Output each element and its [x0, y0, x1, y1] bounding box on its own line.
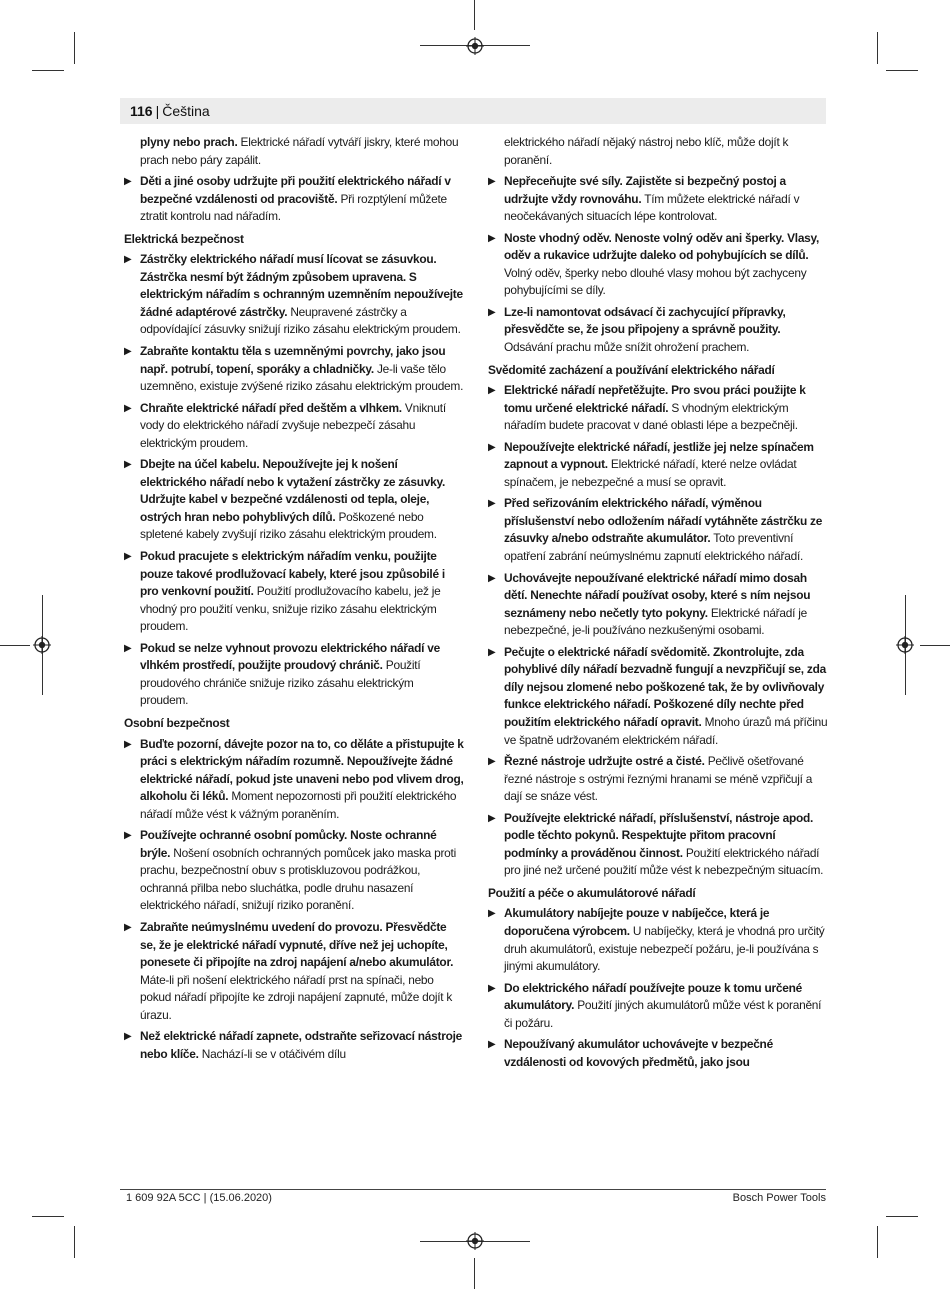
bullet-triangle-icon: ▶ [488, 812, 496, 824]
safety-instruction [488, 980, 828, 1033]
page-language: Čeština [162, 103, 210, 119]
bullet-triangle-icon: ▶ [124, 642, 132, 654]
section-heading: Osobní bezpečnost [124, 715, 230, 730]
bullet-triangle-icon: ▶ [488, 1039, 496, 1051]
crop-mark [474, 0, 475, 30]
bullet-triangle-icon: ▶ [124, 254, 132, 266]
bullet-triangle-icon: ▶ [124, 346, 132, 358]
registration-mark-icon [466, 1232, 484, 1250]
instruction-text: Vniknutí vody do elektrického nářadí zvyšuje nebezpečí zásahu elektrickým proudem. [140, 400, 446, 450]
instruction-emphasis: Lze-li namontovat odsávací či zachycující přípravky, přesvědčte se, že jsou připojeny a správně použity. [504, 304, 786, 337]
bullet-triangle-icon: ▶ [488, 646, 496, 658]
instruction-emphasis: Používejte ochranné osobní pomůcky. Noste ochranné brýle. [140, 828, 437, 860]
instruction-emphasis: Pokud se nelze vyhnout provozu elektrického nářadí ve vlhkém prostředí, použijte proudový chránič. [140, 640, 440, 673]
safety-instruction [124, 1028, 464, 1063]
left-column [124, 134, 464, 1067]
instruction-emphasis: Dbejte na účel kabelu. Nepoužívejte jej k nošení elektrického nářadí nebo k vytažení zástrčky ze zásuvky. Udržujte kabel v bezpečné vzdálenosti od tepla, oleje, ostrých hran nebo pohyblivých dílů. [140, 457, 445, 524]
continued-text [488, 134, 828, 169]
safety-instruction [124, 548, 464, 636]
instruction-text: elektrického nářadí nějaký nástroj nebo klíč, může dojít k poranění. [504, 135, 789, 167]
safety-instruction [488, 382, 828, 435]
instruction-text: Použití elektrického nářadí pro jiné než určené použití může vést k nebezpečným situacím. [504, 845, 824, 878]
instruction-text: Máte-li při nošení elektrického nářadí prst na spínači, nebo pokud nářadí připojíte ke zdroji napájení zapnuté, může dojít k úrazu. [140, 972, 453, 1022]
instruction-text: Elektrické nářadí je nebezpečné, je-li používáno nezkušenými osobami. [504, 605, 807, 638]
section-heading: Elektrická bezpečnost [124, 231, 244, 246]
instruction-emphasis: Řezné nástroje udržujte ostré a čisté. [504, 754, 705, 769]
crop-mark [920, 645, 950, 646]
crop-mark [877, 32, 878, 64]
instruction-emphasis: Zabraňte kontaktu těla s uzemněnými povrchy, jako jsou např. potrubí, topení, sporáky a chladničky. [140, 344, 446, 376]
instruction-text: Nachází-li se v otáčivém dílu [198, 1046, 346, 1061]
crop-mark [474, 1258, 475, 1289]
bullet-triangle-icon: ▶ [488, 385, 496, 397]
instruction-emphasis: Buďte pozorní, dávejte pozor na to, co děláte a přistupujte k práci s elektrickým nářadím rozumně. Nepoužívejte žádné elektrické nářadí, pokud jste unaveni nebo pod vlivem drog, alkoholu či léků. [140, 736, 464, 804]
instruction-emphasis: Děti a jiné osoby udržujte při použití elektrického nářadí v bezpečné vzdálenosti od pracoviště. [140, 174, 451, 206]
instruction-emphasis: Uchovávejte nepoužívané elektrické nářadí mimo dosah dětí. Nenechte nářadí používat osoby, které s ním nejsou seznámeny nebo nečetly tyto pokyny. [504, 570, 811, 620]
crop-mark [877, 1226, 878, 1258]
safety-instruction [488, 230, 828, 300]
instruction-emphasis: Nepřeceňujte své síly. Zajistěte si bezpečný postoj a udržujte vždy rovnováhu. [504, 174, 786, 206]
crop-mark [886, 70, 918, 71]
crop-mark [74, 32, 75, 64]
registration-mark-icon [896, 636, 914, 654]
bullet-triangle-icon: ▶ [488, 908, 496, 920]
safety-instruction [124, 827, 464, 915]
safety-instruction [488, 753, 828, 806]
crop-mark [74, 1226, 75, 1258]
bullet-triangle-icon: ▶ [488, 441, 496, 453]
registration-mark-icon [33, 636, 51, 654]
safety-instruction [488, 905, 828, 975]
safety-instruction [488, 810, 828, 880]
instruction-text: Odsávání prachu může snížit ohrožení prachem. [504, 340, 750, 355]
crop-mark [886, 1216, 918, 1217]
instruction-emphasis: Než elektrické nářadí zapnete, odstraňte seřizovací nástroje nebo klíče. [140, 1029, 463, 1061]
instruction-emphasis: Zabraňte neúmyslnému uvedení do provozu. Přesvědčte se, že je elektrické nářadí vypnuté, dříve než jej uchopíte, ponesete či připojíte na zdroj napájení a/nebo akumulátor. [140, 919, 454, 970]
safety-instruction [124, 456, 464, 544]
instruction-text: Mnoho úrazů má příčinu ve špatně udržovaném elektrickém nářadí. [504, 714, 828, 747]
bullet-triangle-icon: ▶ [488, 498, 496, 510]
bullet-triangle-icon: ▶ [488, 232, 496, 244]
bullet-triangle-icon: ▶ [124, 921, 132, 933]
instruction-text: Nošení osobních ochranných pomůcek jako maska proti prachu, bezpečnostní obuv s protiskluzovou podrážkou, ochranná přilba nebo sluchátka, podle druhu nasazení elektrického nářadí, snižují riziko poranění. [140, 845, 456, 913]
footer-doc-number: 1 609 92A 5CC | (15.06.2020) [126, 1192, 272, 1204]
instruction-text: Neupravené zástrčky a odpovídající zásuvky snižují riziko zásahu elektrickým proudem. [140, 304, 461, 337]
safety-instruction [124, 251, 464, 339]
bullet-triangle-icon: ▶ [124, 176, 132, 188]
header-separator: | [155, 103, 160, 119]
instruction-text: Poškozené nebo spletené kabely zvyšují riziko zásahu elektrickým proudem. [140, 509, 437, 542]
instruction-emphasis: plyny nebo prach. [140, 135, 238, 149]
bullet-triangle-icon: ▶ [488, 982, 496, 994]
safety-instruction [488, 173, 828, 226]
bullet-triangle-icon: ▶ [124, 551, 132, 563]
instruction-text: Použití proudového chrániče snižuje riziko zásahu elektrickým proudem. [140, 658, 421, 708]
instruction-text: Moment nepozornosti při použití elektrického nářadí může vést k vážným poraněním. [140, 789, 457, 821]
instruction-text: Toto preventivní opatření zabrání neúmyslnému zapnutí elektrického nářadí. [504, 531, 804, 564]
instruction-emphasis: Před seřizováním elektrického nářadí, výměnou příslušenství nebo odložením nářadí vytáhněte zástrčku ze zásuvky a/nebo odstraňte akumulátor. [504, 496, 823, 546]
bullet-triangle-icon: ▶ [488, 756, 496, 768]
safety-instruction [124, 343, 464, 396]
instruction-emphasis: Nepoužívaný akumulátor uchovávejte v bezpečné vzdálenosti od kovových předmětů, jako jsou [504, 1037, 773, 1069]
footer-brand: Bosch Power Tools [732, 1192, 826, 1204]
bullet-triangle-icon: ▶ [124, 1031, 132, 1043]
safety-instruction [488, 1036, 828, 1071]
safety-instruction [488, 644, 828, 749]
continued-text [124, 134, 464, 169]
safety-instruction [488, 439, 828, 492]
page-number: 116 [130, 103, 153, 119]
instruction-text: Elektrické nářadí vytváří jiskry, které mohou prach nebo páry zapálit. [140, 135, 459, 167]
safety-instruction [488, 495, 828, 565]
instruction-emphasis: Používejte elektrické nářadí, příslušenství, nástroje apod. podle těchto pokynů. Respektujte přitom pracovní podmínky a prováděnou činnost. [504, 810, 814, 860]
bullet-triangle-icon: ▶ [124, 402, 132, 414]
registration-mark-icon [466, 37, 484, 55]
instruction-emphasis: Zástrčky elektrického nářadí musí lícovat se zásuvkou. Zástrčka nesmí být žádným způsobem upravena. S elektrickým nářadím s ochranným uzemněním nepoužívejte žádné adaptérové zástrčky. [140, 252, 463, 319]
bullet-triangle-icon: ▶ [124, 738, 132, 750]
crop-mark [0, 645, 30, 646]
safety-instruction [124, 919, 464, 1024]
bullet-triangle-icon: ▶ [124, 459, 132, 471]
instruction-text: Volný oděv, šperky nebo dlouhé vlasy mohou být zachyceny pohybujícími se díly. [504, 265, 807, 298]
instruction-emphasis: Nepoužívejte elektrické nářadí, jestliže jej nelze spínačem zapnout a vypnout. [504, 439, 814, 472]
instruction-emphasis: Elektrické nářadí nepřetěžujte. Pro svou práci použijte k tomu určené elektrické nářadí. [504, 383, 806, 415]
bullet-triangle-icon: ▶ [488, 306, 496, 318]
instruction-text: Použití jiných akumulátorů může vést k poranění či požáru. [504, 998, 822, 1030]
instruction-text: Je-li vaše tělo uzemněno, existuje zvýšené riziko zásahu elektrickým proudem. [140, 361, 464, 394]
instruction-emphasis: Akumulátory nabíjejte pouze v nabíječce, která je doporučena výrobcem. [504, 906, 770, 938]
safety-instruction [124, 173, 464, 226]
crop-mark [32, 70, 64, 71]
bullet-triangle-icon: ▶ [488, 176, 496, 188]
instruction-emphasis: Do elektrického nářadí používejte pouze k tomu určené akumulátory. [504, 980, 802, 1013]
page-header [120, 98, 826, 124]
safety-instruction [488, 304, 828, 357]
instruction-text: U nabíječky, která je vhodná pro určitý druh akumulátorů, existuje nebezpečí požáru, je-li používána s jinými akumulátory. [504, 923, 825, 974]
section-heading: Použití a péče o akumulátorové nářadí [488, 885, 696, 900]
crop-mark [32, 1216, 64, 1217]
right-column [488, 134, 828, 1075]
safety-instruction [124, 640, 464, 710]
section-heading: Svědomité zacházení a používání elektrického nářadí [488, 362, 775, 377]
instruction-text: Použití prodlužovacího kabelu, jež je vhodný pro použití venku, snižuje riziko zásahu elektrickým proudem. [140, 584, 441, 634]
bullet-triangle-icon: ▶ [124, 830, 132, 842]
instruction-emphasis: Pečujte o elektrické nářadí svědomitě. Zkontrolujte, zda pohyblivé díly nářadí bezvadně fungují a nevzpřičují se, zda díly nejsou zlomené nebo poškozené tak, že by ovlivňovaly funkce elektrického nářadí. Poškozené díly nechte před použitím elektrického nářadí opravit. [504, 644, 826, 729]
instruction-text: Tím můžete elektrické nářadí v neočekávaných situacích lépe kontrolovat. [504, 191, 800, 224]
instruction-text: Při rozptýlení můžete ztratit kontrolu nad nářadím. [140, 191, 447, 224]
safety-instruction [124, 400, 464, 453]
instruction-text: S vhodným elektrickým nářadím budete pracovat v dané oblasti lépe a bezpečněji. [504, 400, 798, 433]
page-header-text [130, 103, 210, 119]
safety-instruction [488, 570, 828, 640]
instruction-emphasis: Pokud pracujete s elektrickým nářadím venku, použijte pouze takové prodlužovací kabely, které jsou způsobilé i pro venkovní použití. [140, 549, 445, 599]
instruction-emphasis: Chraňte elektrické nářadí před deštěm a vlhkem. [140, 400, 402, 415]
instruction-emphasis: Noste vhodný oděv. Nenoste volný oděv ani šperky. Vlasy, oděv a rukavice udržujte daleko od pohybujících se dílů. [504, 230, 820, 263]
instruction-text: Pečlivě ošetřované řezné nástroje s ostrými řeznými hranami se méně vzpřičují a dají se snáze vést. [504, 754, 813, 804]
safety-instruction [124, 736, 464, 824]
instruction-text: Elektrické nářadí, které nelze ovládat spínačem, je nebezpečné a musí se opravit. [504, 457, 797, 489]
footer-rule [120, 1189, 826, 1190]
bullet-triangle-icon: ▶ [488, 572, 496, 584]
